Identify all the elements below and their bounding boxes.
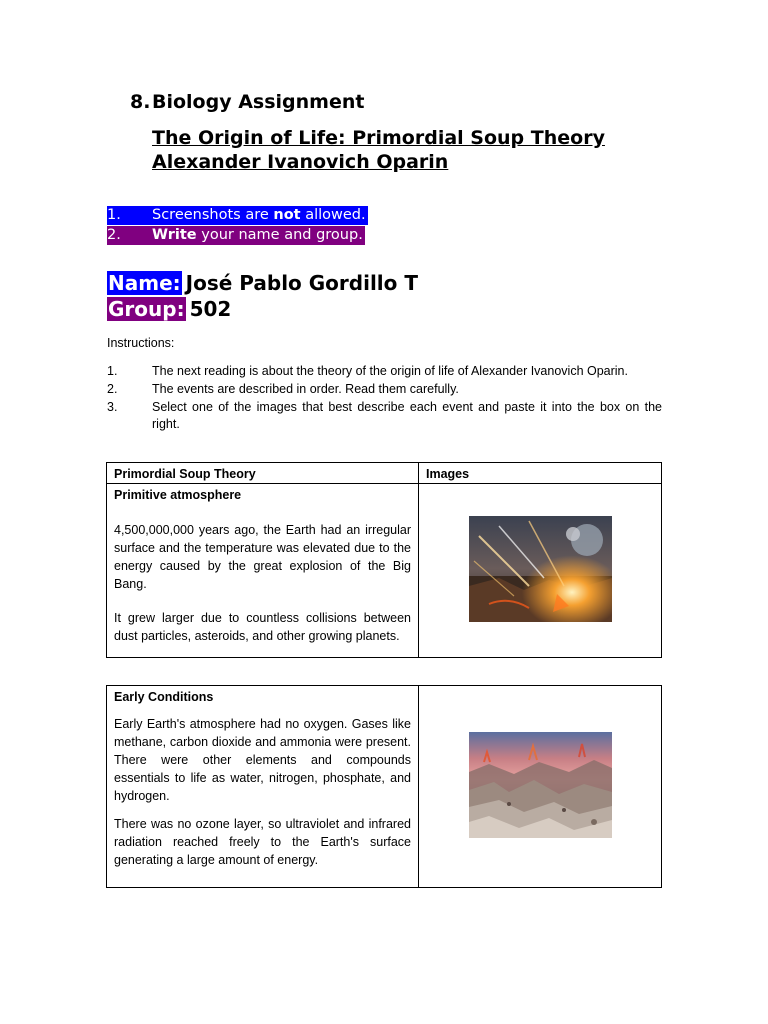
conditions-table: [106, 685, 662, 888]
event-paragraph: Early Earth's atmosphere had no oxygen. Gases like methane, carbon dioxide and ammonia were present. There were other elements and compounds essentials to life as water, nitrogen, phosphate, and hydrogen.: [114, 717, 411, 803]
group-value[interactable]: 502: [189, 297, 232, 321]
rule-number: 1.: [107, 207, 121, 223]
list-number: 1.: [107, 364, 118, 378]
volcanic-landscape-illustration-icon: [469, 732, 612, 838]
list-text: The events are described in order. Read them carefully.: [152, 382, 459, 396]
instructions-list: [107, 363, 662, 434]
list-number: 3.: [107, 400, 118, 414]
list-text: The next reading is about the theory of the origin of life of Alexander Ivanovich Oparin.: [152, 364, 628, 378]
subtitle-line-1: The Origin of Life: Primordial Soup Theory: [152, 127, 605, 149]
event-text-cell: [107, 686, 419, 888]
name-label: Name:: [108, 271, 181, 295]
table-row: [107, 686, 662, 888]
rule-text: Screenshots are: [152, 207, 274, 223]
column-header-theory: Primordial Soup Theory: [107, 463, 419, 484]
instructions-heading: Instructions:: [107, 336, 175, 350]
table-row: [107, 484, 662, 658]
list-number: 2.: [107, 382, 118, 396]
list-text: Select one of the images that best describe each event and paste it into the box on the right.: [152, 400, 662, 431]
assignment-title: [130, 91, 364, 113]
event-paragraph: It grew larger due to countless collisions between dust particles, asteroids, and other growing planets.: [114, 611, 411, 643]
table-header-row: [107, 463, 662, 484]
group-field: [107, 297, 231, 322]
name-value[interactable]: José Pablo Gordillo T: [185, 271, 418, 295]
event-paragraph: 4,500,000,000 years ago, the Earth had an irregular surface and the temperature was elevated due to the energy caused by the great explosion of the Big Bang.: [114, 523, 411, 591]
rule-text: your name and group.: [196, 227, 363, 243]
meteor-impact-illustration-icon: [469, 516, 612, 622]
theory-table: [106, 462, 662, 658]
rule-text: allowed.: [300, 207, 366, 223]
rule-number: 2.: [107, 227, 121, 243]
image-drop-cell[interactable]: [419, 484, 662, 658]
rule-emphasis: not: [273, 207, 301, 223]
rule-1: [107, 206, 368, 225]
subtitle-line-2: Alexander Ivanovich Oparin: [152, 151, 449, 173]
event-text-cell: [107, 484, 419, 658]
event-title: Early Conditions: [114, 690, 214, 704]
event-paragraph: There was no ozone layer, so ultraviolet and infrared radiation reached freely to the Earth's surface generating a large amount of energy.: [114, 817, 411, 867]
name-field: [107, 271, 418, 296]
title-number: 8.: [130, 91, 151, 113]
image-drop-cell[interactable]: [419, 686, 662, 888]
title-text: Biology Assignment: [152, 91, 365, 113]
group-label: Group:: [108, 297, 185, 321]
rule-2: [107, 226, 365, 245]
list-item: [107, 363, 662, 380]
list-item: [107, 381, 662, 398]
list-item: [107, 399, 662, 433]
rule-emphasis: Write: [152, 227, 197, 243]
column-header-images: Images: [419, 463, 662, 484]
event-title: Primitive atmosphere: [114, 488, 242, 502]
